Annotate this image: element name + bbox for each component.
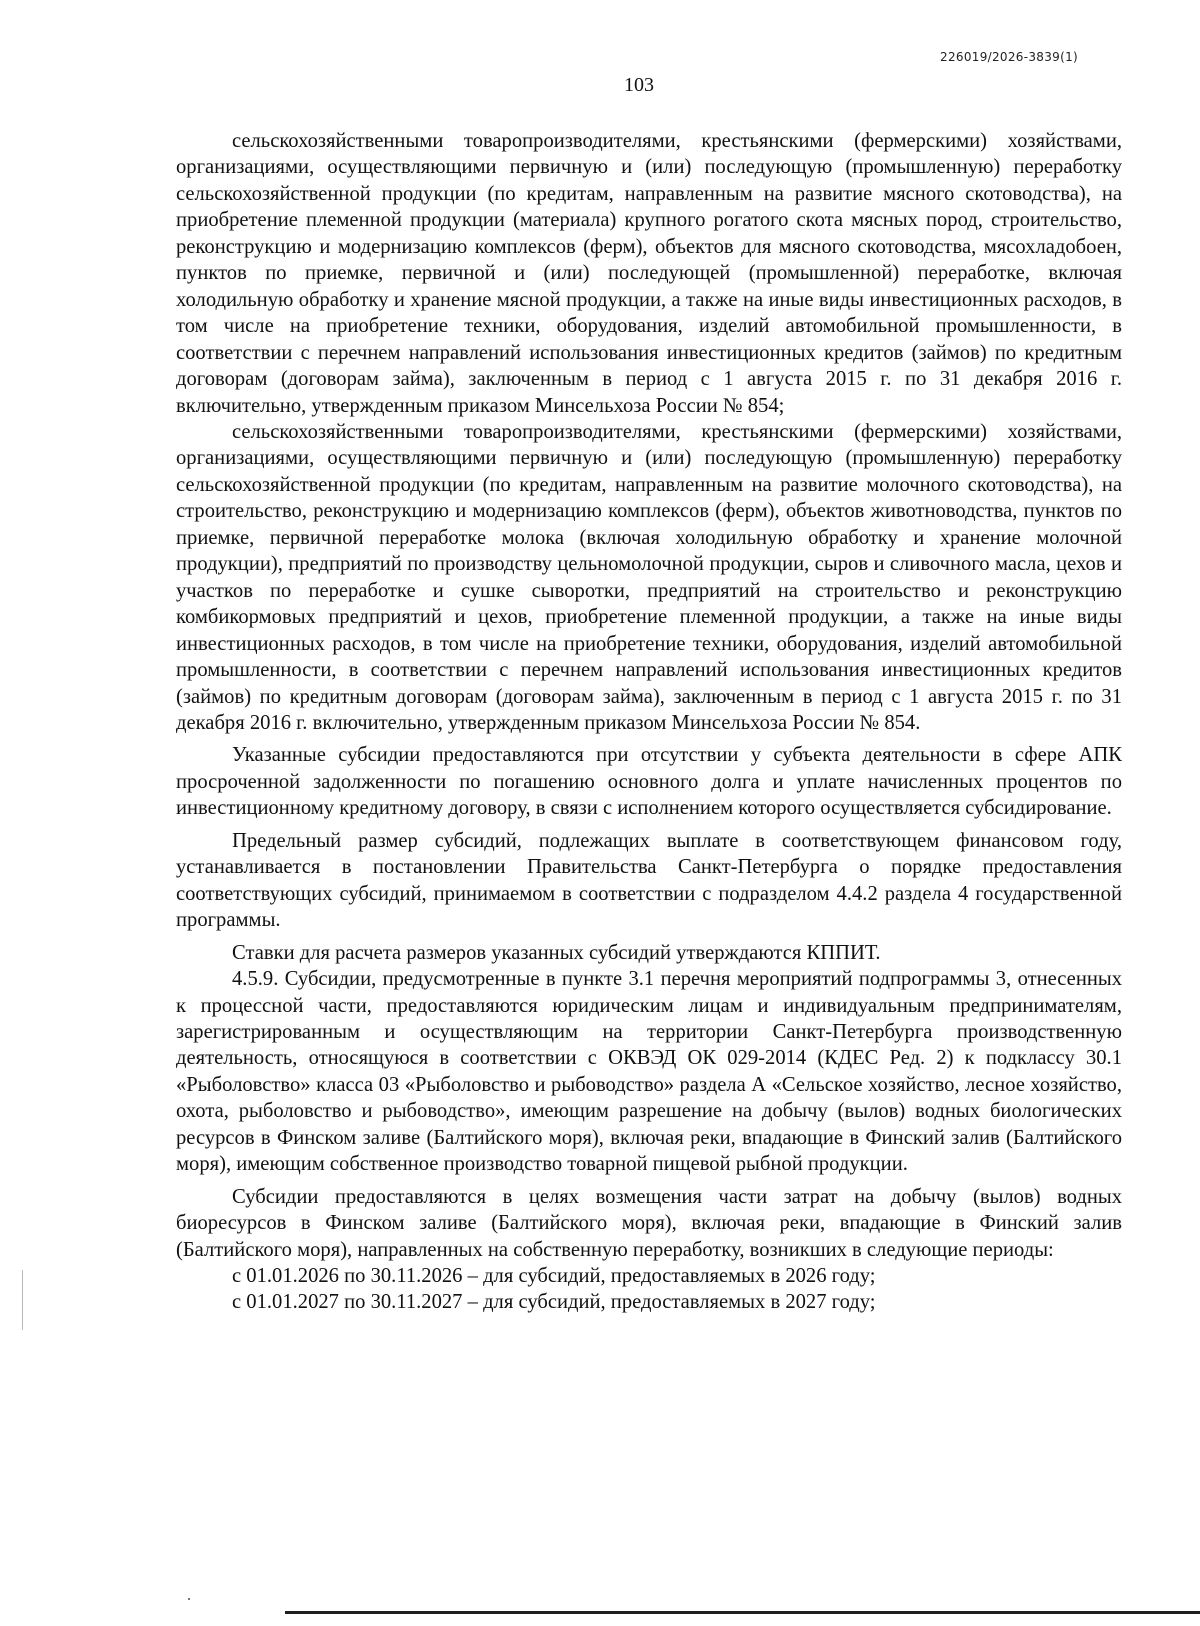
period-2026: с 01.01.2026 по 30.11.2026 – для субсидий, предоставляемых в 2026 году;: [232, 1265, 876, 1288]
paragraph-subsidy-purpose: Субсидии предоставляются в целях возмещения части затрат на добычу (вылов) водных биоресурсов в Финском заливе (Балтийского моря), включая реки, впадающие в Финский залив (Балтийского моря), направленных на собственную переработку, возникших в следующие периоды:: [176, 1185, 1122, 1261]
paragraph-meat-cattle: сельскохозяйственными товаропроизводителями, крестьянскими (фермерскими) хозяйствами, организациями, осуществляющими первичную и (или) последующую (промышленную) переработку сельскохозяйственной продукции (по кредитам, направленным на развитие мясного скотоводства), на приобретение племенной продукции (материала) крупного рогатого скота мясных пород, строительство, реконструкцию и модернизацию комплексов (ферм), объектов для мясного скотоводства, мясохладобоен, пунктов по приемке, первичной и (или) последующей (промышленной) переработке, включая холодильную обработку и хранение мясной продукции, а также на иные виды инвестиционных расходов, в том числе на приобретение техники, оборудования, изделий автомобильной промышленности, в соответствии с перечнем направлений использования инвестиционных кредитов (займов) по кредитным договорам (договорам займа), заключенным в период с 1 августа 2015 г. по 31 декабря 2016 г. включительно, утвержденным приказом Минсельхоза России № 854;: [176, 130, 1122, 417]
paragraph-subsidy-condition: Указанные субсидии предоставляются при отсутствии у субъекта деятельности в сфере АПК просроченной задолженности по погашению основного долга и уплате начисленных процентов по инвестиционному кредитному договору, в связи с исполнением которого осуществляется субсидирование.: [176, 744, 1122, 820]
document-id: 226019/2026-3839(1): [940, 50, 1078, 64]
page-number: 103: [624, 74, 654, 96]
scan-bottom-edge: [285, 1611, 1200, 1614]
scan-corner-dot: [188, 1598, 190, 1600]
scan-margin-mark: [22, 1270, 23, 1330]
period-2027: с 01.01.2027 по 30.11.2027 – для субсидий, предоставляемых в 2027 году;: [232, 1291, 876, 1314]
paragraph-4-5-9: 4.5.9. Субсидии, предусмотренные в пункте 3.1 перечня мероприятий подпрограммы 3, отнесенных к процессной части, предоставляются юридическим лицам и индивидуальным предпринимателям, зарегистрированным и осуществляющим на территории Санкт-Петербурга производственную деятельность, относящуюся в соответствии с ОКВЭД ОК 029-2014 (КДЕС Ред. 2) к подклассу 30.1 «Рыболовство» класса 03 «Рыболовство и рыбоводство» раздела А «Сельское хозяйство, лесное хозяйство, охота, рыболовство и рыбоводство», имеющим разрешение на добычу (вылов) водных биологических ресурсов в Финском заливе (Балтийского моря), включая реки, впадающие в Финский залив (Балтийского моря), имеющим собственное производство товарной пищевой рыбной продукции.: [176, 968, 1122, 1176]
paragraph-subsidy-limit: Предельный размер субсидий, подлежащих выплате в соответствующем финансовом году, устанавливается в постановлении Правительства Санкт-Петербурга о порядке предоставления соответствующих субсидий, принимаемом в соответствии с подразделом 4.4.2 раздела 4 государственной программы.: [176, 829, 1122, 932]
paragraph-dairy-cattle: сельскохозяйственными товаропроизводителями, крестьянскими (фермерскими) хозяйствами, организациями, осуществляющими первичную и (или) последующую (промышленную) переработку сельскохозяйственной продукции (по кредитам, направленным на развитие молочного скотоводства), на строительство, реконструкцию и модернизацию комплексов (ферм), объектов животноводства, пунктов по приемке, первичной переработке молока (включая холодильную обработку и хранение молочной продукции), предприятий по производству цельномолочной продукции, сыров и сливочного масла, цехов и участков по переработке и сушке сыворотки, предприятий на строительство и реконструкцию комбикормовых предприятий и цехов, приобретение племенной продукции, а также на иные виды инвестиционных расходов, в том числе на приобретение техники, оборудования, изделий автомобильной промышленности, в соответствии с перечнем направлений использования инвестиционных кредитов (займов) по кредитным договорам (договорам займа), заключенным в период с 1 августа 2015 г. по 31 декабря 2016 г. включительно, утвержденным приказом Минсельхоза России № 854.: [176, 420, 1122, 734]
paragraph-rates: Ставки для расчета размеров указанных субсидий утверждаются КППИТ.: [232, 941, 881, 964]
page-body: [176, 128, 1122, 1316]
